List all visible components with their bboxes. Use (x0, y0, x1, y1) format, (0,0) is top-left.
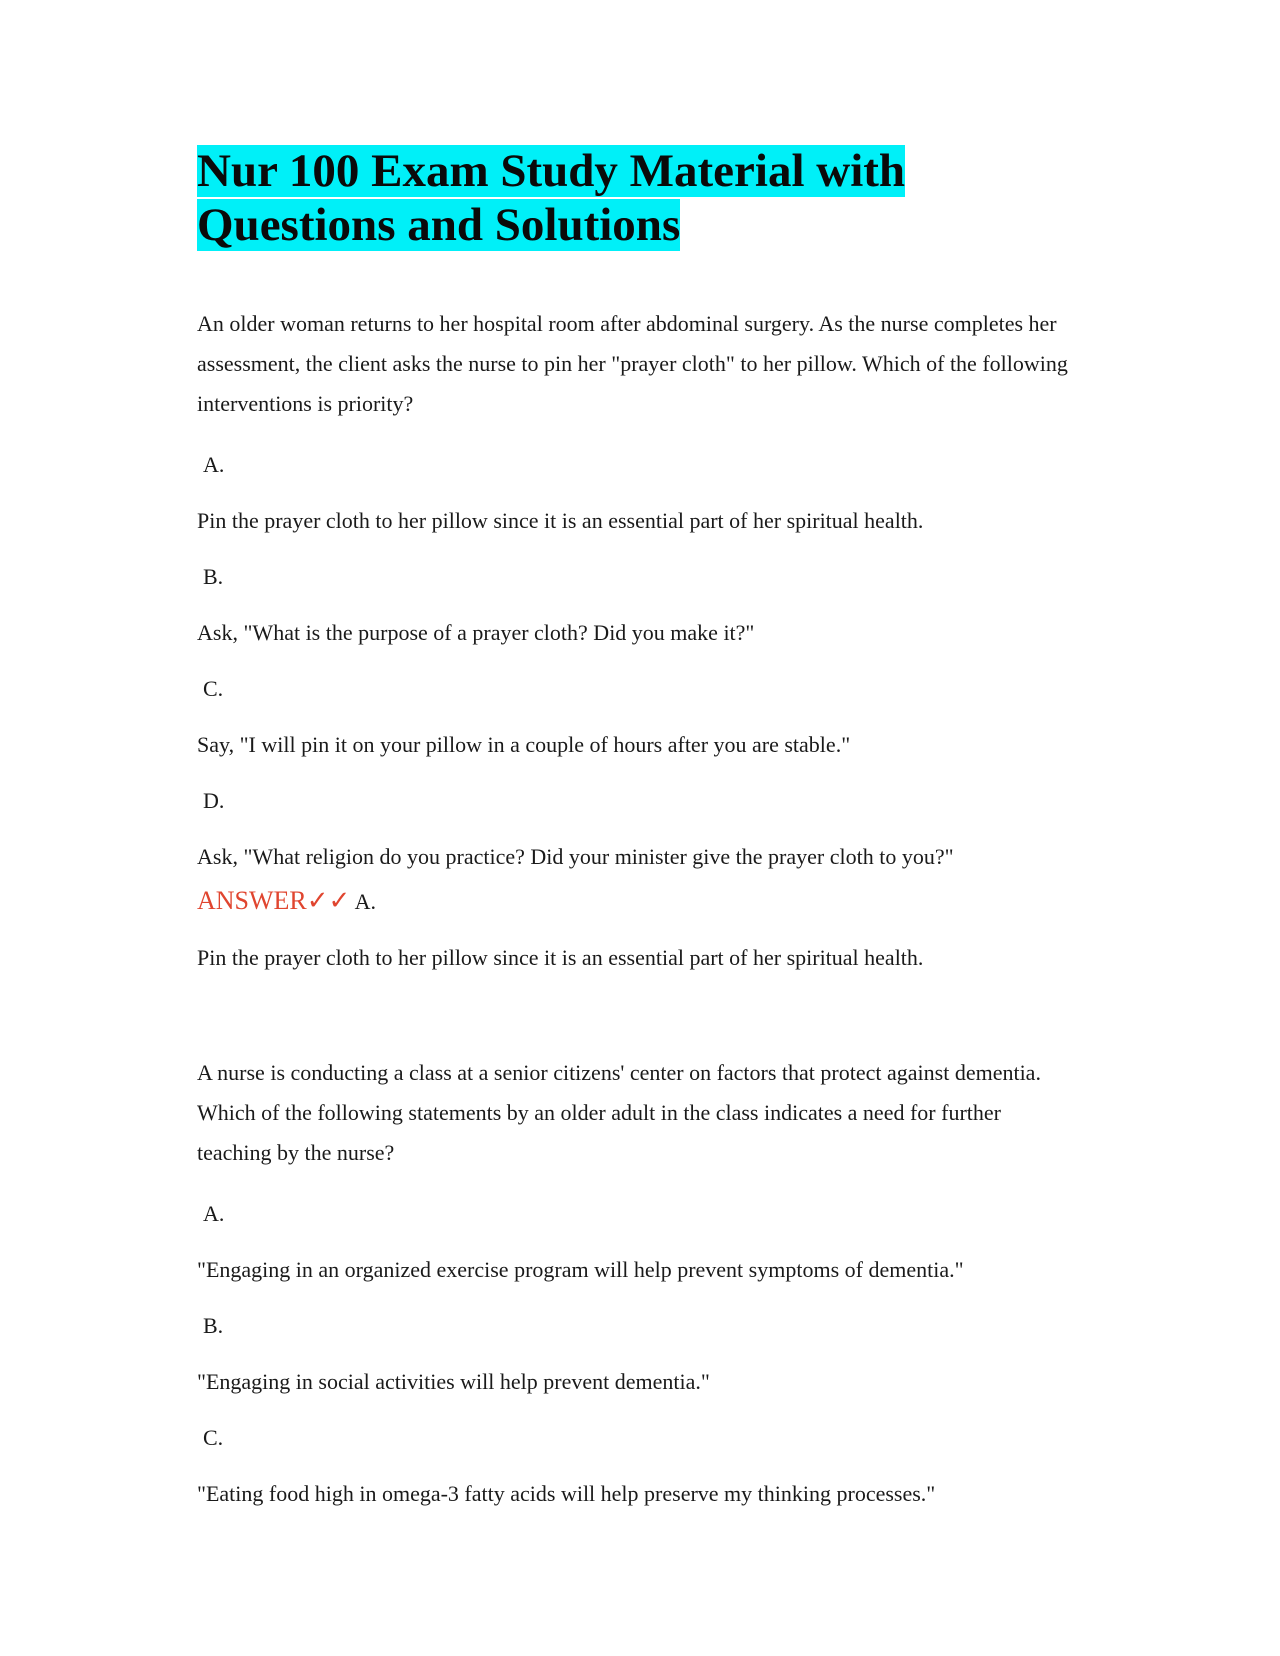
option-letter: A. (203, 452, 225, 477)
title-line-2: Questions and Solutions (197, 199, 681, 251)
document-page (197, 144, 1077, 1509)
option-letter: C. (203, 676, 224, 701)
option-letter: A. (203, 1201, 225, 1226)
answer-text: Pin the prayer cloth to her pillow since it is an essential part of her spiritual health. (197, 945, 924, 970)
answer-line (197, 886, 1077, 917)
option-text: Pin the prayer cloth to her pillow since it is an essential part of her spiritual health. (197, 508, 924, 533)
option-letter: B. (203, 1313, 224, 1338)
document-title (197, 144, 1077, 252)
option-letter: B. (203, 564, 224, 589)
option-letter: D. (203, 788, 225, 813)
option-letter: C. (203, 1425, 224, 1450)
question-stem: An older woman returns to her hospital room after abdominal surgery. As the nurse completes her assessment, the client asks the nurse to pin her "prayer cloth" to her pillow. Which of the following interventions is priority? (197, 311, 1068, 416)
answer-letter: A. (354, 889, 377, 914)
question-2 (197, 1053, 1077, 1509)
option-text: "Engaging in an organized exercise program will help prevent symptoms of dementia." (197, 1257, 964, 1282)
answer-label: ANSWER✓✓ (197, 886, 351, 915)
option-text: "Engaging in social activities will help prevent dementia." (197, 1369, 710, 1394)
option-text: Ask, "What religion do you practice? Did your minister give the prayer cloth to you?" (197, 844, 954, 869)
question-stem: A nurse is conducting a class at a senior citizens' center on factors that protect against dementia. Which of the following statements by an older adult in the class indicates a need for further teaching by the nurse? (197, 1060, 1041, 1165)
option-text: Ask, "What is the purpose of a prayer cloth? Did you make it?" (197, 620, 755, 645)
option-text: "Eating food high in omega-3 fatty acids will help preserve my thinking processes." (197, 1481, 936, 1506)
title-line-1: Nur 100 Exam Study Material with (197, 145, 906, 197)
option-text: Say, "I will pin it on your pillow in a couple of hours after you are stable." (197, 732, 851, 757)
question-1 (197, 304, 1077, 973)
